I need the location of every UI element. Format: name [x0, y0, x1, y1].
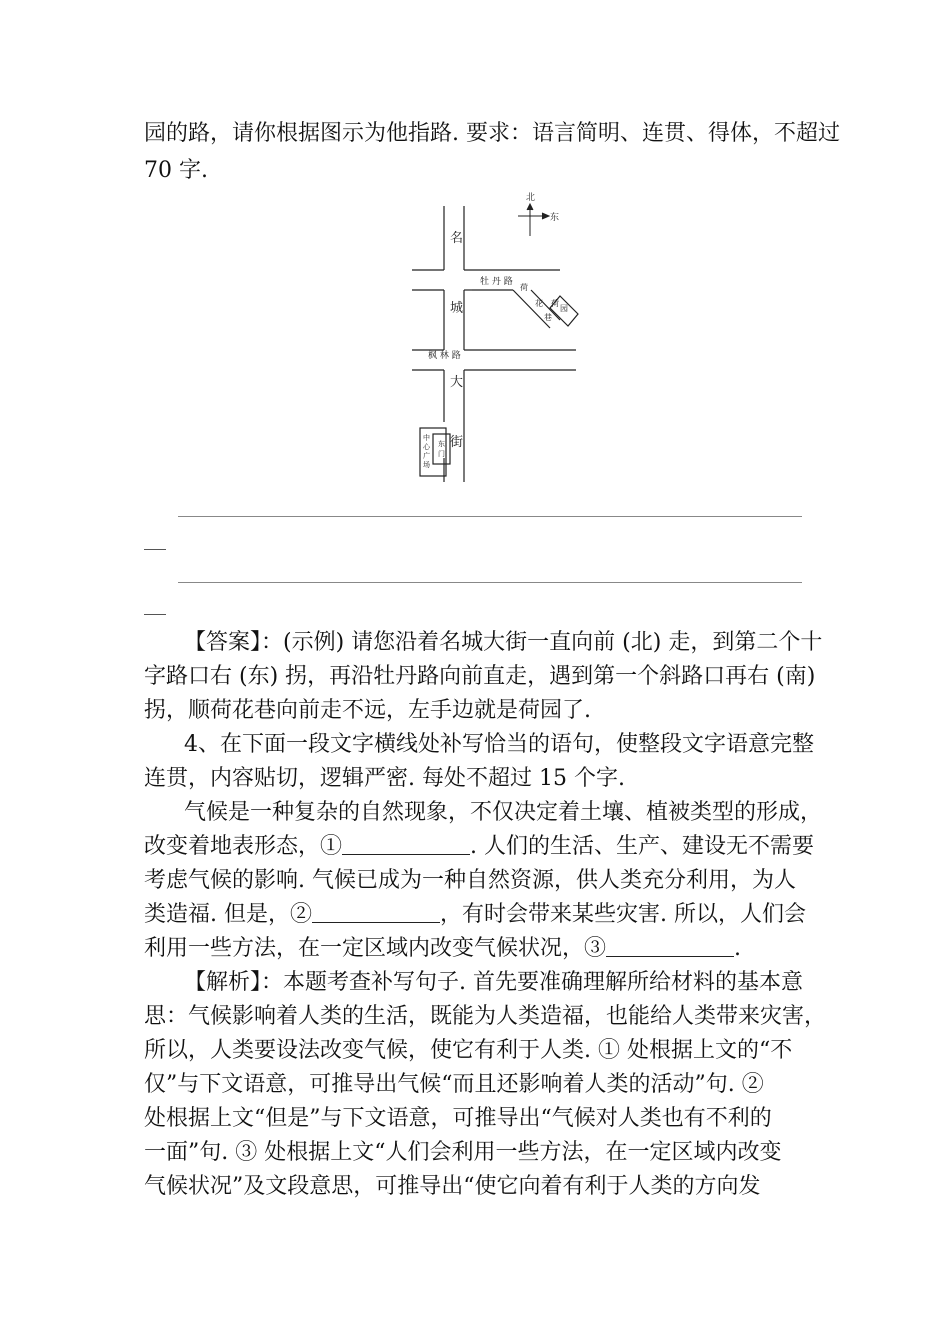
passage-line-4a: 类造福. 但是，②	[144, 902, 312, 927]
blank-1	[342, 834, 470, 855]
analysis-line-7: 气候状况”及文段意思，可推导出“使它向着有利于人类的方向发	[144, 1174, 761, 1199]
passage-line-5	[144, 936, 741, 962]
passage-line-3: 考虑气候的影响. 气候已成为一种自然资源，供人类充分利用，为人	[144, 868, 796, 893]
route-map	[400, 186, 600, 486]
road-fenglin-label: 枫 林 路	[428, 351, 461, 361]
analysis-line-4: 仅”与下文语意，可推导出气候“而且还影响着人类的活动”句. ②	[144, 1072, 764, 1097]
street-char-da: 大	[450, 375, 464, 390]
passage-line-1: 气候是一种复杂的自然现象，不仅决定着土壤、植被类型的形成，	[184, 800, 823, 825]
answer-line-1: 【答案】：(示例) 请您沿着名城大街一直向前 (北) 走，到第二个十	[184, 630, 823, 655]
compass-north-label: 北	[526, 193, 536, 203]
plaza-char-4: 场	[423, 461, 430, 469]
answer-blank-tail-2	[144, 614, 166, 615]
gate-char-1: 东	[438, 440, 445, 448]
answer-line-3: 拐，顺荷花巷向前走不远，左手边就是荷园了.	[144, 698, 591, 723]
garden-char-he: 荷	[551, 299, 559, 308]
street-char-ming: 名	[450, 231, 464, 246]
plaza-char-2: 心	[423, 443, 430, 451]
answer-blank-line-2	[178, 582, 802, 583]
analysis-line-5: 处根据上文“但是”与下文语意，可推导出“气候对人类也有不利的	[144, 1106, 772, 1131]
intro-line-2: 70 字.	[144, 158, 208, 183]
q4-line-2: 连贯，内容贴切，逻辑严密. 每处不超过 15 个字.	[144, 766, 625, 791]
analysis-line-3: 所以，人类要设法改变气候，使它有利于人类. ① 处根据上文的“不	[144, 1038, 793, 1063]
passage-line-5a: 利用一些方法，在一定区域内改变气候状况，③	[144, 936, 607, 961]
answer-blank-line-1	[178, 516, 802, 517]
street-char-cheng: 城	[450, 301, 464, 316]
blank-3	[606, 936, 734, 957]
passage-line-4b: ，有时会带来某些灾害. 所以，人们会	[440, 902, 806, 927]
analysis-line-6: 一面”句. ③ 处根据上文“人们会利用一些方法，在一定区域内改变	[144, 1140, 782, 1165]
lane-char-hua: 花	[535, 299, 543, 308]
plaza-char-3: 广	[423, 452, 430, 460]
passage-line-5b: .	[734, 936, 742, 961]
road-mudan-label: 牡 丹 路	[480, 277, 513, 287]
intro-line-1: 园的路，请你根据图示为他指路. 要求：语言简明、连贯、得体，不超过	[144, 121, 840, 146]
road-lines	[412, 206, 578, 482]
passage-line-2a: 改变着地表形态，①	[144, 834, 343, 859]
gate-char-2: 门	[438, 450, 445, 458]
answer-line-2: 字路口右 (东) 拐，再沿牡丹路向前直走，遇到第一个斜路口再右 (南)	[144, 664, 816, 689]
q4-line-1: 4、在下面一段文字横线处补写恰当的语句，使整段文字语意完整	[184, 732, 814, 757]
street-char-jie: 街	[450, 435, 464, 450]
passage-line-2b: . 人们的生活、生产、建设无不需要	[470, 834, 815, 859]
lane-char-xiang: 巷	[544, 313, 552, 322]
lane-char-he: 荷	[520, 283, 528, 292]
compass-icon	[518, 204, 549, 236]
blank-2	[312, 902, 440, 923]
plaza-char-1: 中	[423, 434, 430, 442]
passage-line-4	[144, 902, 806, 928]
compass-east-label: 东	[550, 213, 560, 223]
analysis-line-1: 【解析】：本题考查补写句子. 首先要准确理解所给材料的基本意	[184, 970, 803, 995]
passage-line-2	[144, 834, 814, 860]
garden-char-yuan: 园	[560, 304, 568, 313]
analysis-line-2: 思：气候影响着人类的生活，既能为人类造福，也能给人类带来灾害，	[144, 1004, 827, 1029]
answer-blank-tail-1	[144, 549, 166, 550]
